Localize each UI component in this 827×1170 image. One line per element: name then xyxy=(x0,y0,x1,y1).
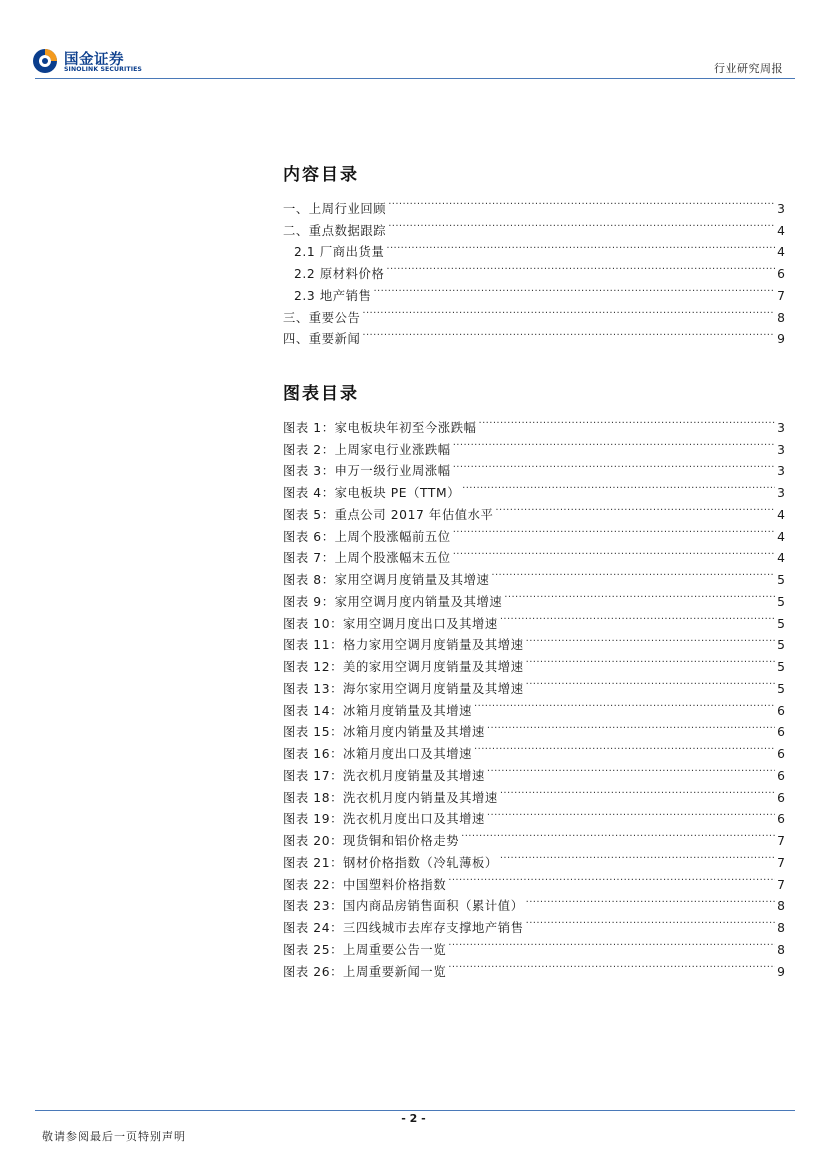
dot-leader xyxy=(388,213,775,235)
figures-title: 图表目录 xyxy=(283,384,359,404)
figure-entry-page: 5 xyxy=(777,573,785,587)
contents-entry-page: 7 xyxy=(777,288,785,303)
figure-entry-label: 图表 22：中国塑料价格指数 xyxy=(283,877,447,892)
footer-divider xyxy=(35,1110,795,1111)
figure-entry[interactable] xyxy=(283,954,785,979)
contents-entry-page: 3 xyxy=(777,201,785,216)
figure-entry-page: 5 xyxy=(777,660,785,674)
disclaimer-text: 敬请参阅最后一页特别声明 xyxy=(42,1130,186,1143)
dot-leader xyxy=(362,322,775,344)
contents-entry[interactable] xyxy=(283,300,785,325)
figure-entry-label: 图表 25：上周重要公告一览 xyxy=(283,942,447,957)
figure-entry-label: 图表 24：三四线城市去库存支撑地产销售 xyxy=(283,921,524,935)
figure-entry-label: 图表 23：国内商品房销售面积（累计值） xyxy=(283,899,524,914)
dot-leader xyxy=(504,584,775,606)
dot-leader xyxy=(453,519,775,541)
dot-leader xyxy=(526,889,776,911)
dot-leader xyxy=(487,715,775,737)
page-number: - 2 - xyxy=(401,1112,426,1125)
dot-leader xyxy=(491,562,775,584)
figure-entry-page: 5 xyxy=(777,594,785,609)
figure-entry-page: 5 xyxy=(777,681,785,696)
dot-leader xyxy=(453,541,775,563)
figure-entry[interactable] xyxy=(283,823,785,848)
contents-entry[interactable] xyxy=(283,191,785,216)
dot-leader xyxy=(453,432,775,454)
figure-entry-page: 7 xyxy=(777,834,785,848)
figure-entry-label: 图表 10：家用空调月度出口及其增速 xyxy=(283,616,498,631)
figure-entry-label: 图表 4：家电板块 PE（TTM） xyxy=(283,486,461,500)
figure-entry-label: 图表 5：重点公司 2017 年估值水平 xyxy=(283,507,494,522)
figure-entry[interactable] xyxy=(283,693,785,718)
figure-entry[interactable] xyxy=(283,475,785,500)
contents-entry[interactable] xyxy=(283,278,785,303)
contents-entry-label: 四、重要新闻 xyxy=(283,332,361,347)
figure-entry-label: 图表 16：冰箱月度出口及其增速 xyxy=(283,747,473,761)
contents-entry[interactable] xyxy=(283,213,785,238)
dot-leader xyxy=(487,802,775,824)
dot-leader xyxy=(386,256,775,278)
contents-title: 内容目录 xyxy=(283,165,359,185)
dot-leader xyxy=(386,235,775,257)
contents-entry[interactable] xyxy=(283,235,785,260)
figure-entry[interactable] xyxy=(283,519,785,544)
figure-entry-label: 图表 6：上周个股涨幅前五位 xyxy=(283,529,451,544)
figure-entry[interactable] xyxy=(283,889,785,914)
figure-entry-page: 6 xyxy=(777,747,785,761)
figure-entry[interactable] xyxy=(283,432,785,457)
figure-entry[interactable] xyxy=(283,715,785,740)
figure-entry[interactable] xyxy=(283,497,785,522)
dot-leader xyxy=(487,758,775,780)
dot-leader xyxy=(388,191,775,213)
figure-entry[interactable] xyxy=(283,736,785,761)
figure-entry-page: 7 xyxy=(777,877,785,892)
figure-entry-page: 3 xyxy=(777,486,785,500)
figure-entry-page: 6 xyxy=(777,725,785,740)
figure-entry[interactable] xyxy=(283,802,785,827)
figure-entry-label: 图表 15：冰箱月度内销量及其增速 xyxy=(283,725,485,740)
contents-entry-page: 4 xyxy=(777,245,785,260)
contents-entry-label: 2.1 厂商出货量 xyxy=(294,245,385,260)
figure-entry-label: 图表 9：家用空调月度内销量及其增速 xyxy=(283,594,503,609)
figure-entry-page: 6 xyxy=(777,812,785,827)
figure-entry-label: 图表 20：现货铜和铝价格走势 xyxy=(283,834,460,848)
figure-entry-page: 6 xyxy=(777,768,785,783)
figure-entry-page: 8 xyxy=(777,899,785,914)
figure-entry-label: 图表 18：洗衣机月度内销量及其增速 xyxy=(283,790,498,805)
figure-entry-label: 图表 26：上周重要新闻一览 xyxy=(283,964,447,979)
page-header xyxy=(0,0,827,80)
dot-leader xyxy=(448,954,775,976)
dot-leader xyxy=(500,780,775,802)
dot-leader xyxy=(526,628,776,650)
dot-leader xyxy=(479,410,776,432)
figure-entry-page: 4 xyxy=(777,551,785,566)
dot-leader xyxy=(526,910,776,932)
dot-leader xyxy=(474,693,775,715)
dot-leader xyxy=(526,671,776,693)
contents-list xyxy=(283,191,785,347)
figure-entry-page: 8 xyxy=(777,921,785,935)
dot-leader xyxy=(495,497,775,519)
figure-entry[interactable] xyxy=(283,867,785,892)
contents-entry[interactable] xyxy=(283,256,785,281)
contents-entry-page: 4 xyxy=(777,223,785,238)
figure-entry[interactable] xyxy=(283,910,785,935)
figure-entry-page: 4 xyxy=(777,529,785,544)
figure-entry-label: 图表 14：冰箱月度销量及其增速 xyxy=(283,703,473,718)
company-logo xyxy=(30,46,152,78)
figure-entry-label: 图表 19：洗衣机月度出口及其增速 xyxy=(283,812,485,827)
figure-entry-label: 图表 8：家用空调月度销量及其增速 xyxy=(283,573,490,587)
dot-leader xyxy=(462,475,775,497)
figure-entry-page: 6 xyxy=(777,790,785,805)
figure-entry-page: 6 xyxy=(777,703,785,718)
figures-list xyxy=(283,410,785,979)
dot-leader xyxy=(500,845,775,867)
figure-entry-page: 3 xyxy=(777,420,785,435)
figure-entry-label: 图表 3：申万一级行业周涨幅 xyxy=(283,464,451,479)
dot-leader xyxy=(500,606,775,628)
figure-entry-page: 4 xyxy=(777,507,785,522)
logo-chinese-name: 国金证券 xyxy=(64,52,124,68)
figure-entry-page: 5 xyxy=(777,638,785,653)
dot-leader xyxy=(526,649,776,671)
figure-entry[interactable] xyxy=(283,671,785,696)
figure-entry[interactable] xyxy=(283,541,785,566)
figure-entry[interactable] xyxy=(283,606,785,631)
figure-entry-page: 3 xyxy=(777,464,785,479)
dot-leader xyxy=(373,278,775,300)
figure-entry-label: 图表 2：上周家电行业涨跌幅 xyxy=(283,442,451,457)
contents-entry-page: 6 xyxy=(777,267,785,281)
figure-entry[interactable] xyxy=(283,628,785,653)
dot-leader xyxy=(474,736,775,758)
figure-entry[interactable] xyxy=(283,845,785,870)
figure-entry-page: 7 xyxy=(777,855,785,870)
dot-leader xyxy=(448,932,775,954)
contents-entry-label: 三、重要公告 xyxy=(283,310,361,325)
dot-leader xyxy=(448,867,775,889)
dot-leader xyxy=(362,300,775,322)
header-divider xyxy=(35,78,795,79)
figure-entry[interactable] xyxy=(283,454,785,479)
contents-entry[interactable] xyxy=(283,322,785,347)
dot-leader xyxy=(461,823,775,845)
figure-entry-page: 5 xyxy=(777,616,785,631)
figure-entry[interactable] xyxy=(283,932,785,957)
figure-entry-label: 图表 21：钢材价格指数（冷轧薄板） xyxy=(283,855,498,870)
contents-entry-page: 8 xyxy=(777,310,785,325)
figure-entry[interactable] xyxy=(283,758,785,783)
figure-entry[interactable] xyxy=(283,649,785,674)
dot-leader xyxy=(453,454,775,476)
figure-entry-label: 图表 11：格力家用空调月度销量及其增速 xyxy=(283,638,524,653)
figure-entry-label: 图表 13：海尔家用空调月度销量及其增速 xyxy=(283,681,524,696)
logo-mark-icon xyxy=(32,48,58,74)
figure-entry-label: 图表 7：上周个股涨幅末五位 xyxy=(283,551,451,566)
figure-entry-label: 图表 12：美的家用空调月度销量及其增速 xyxy=(283,660,524,674)
contents-entry-page: 9 xyxy=(777,332,785,347)
contents-entry-label: 2.2 原材料价格 xyxy=(294,267,385,281)
figure-entry[interactable] xyxy=(283,410,785,435)
report-type-label: 行业研究周报 xyxy=(714,62,783,75)
figure-entry-label: 图表 17：洗衣机月度销量及其增速 xyxy=(283,768,485,783)
contents-entry-label: 一、上周行业回顾 xyxy=(283,201,387,216)
contents-entry-label: 2.3 地产销售 xyxy=(294,288,372,303)
figure-entry-page: 3 xyxy=(777,442,785,457)
figure-entry[interactable] xyxy=(283,584,785,609)
figure-entry[interactable] xyxy=(283,562,785,587)
contents-entry-label: 二、重点数据跟踪 xyxy=(283,223,387,238)
figure-entry-label: 图表 1：家电板块年初至今涨跌幅 xyxy=(283,420,477,435)
figure-entry-page: 8 xyxy=(777,942,785,957)
figure-entry-page: 9 xyxy=(777,964,785,979)
figure-entry[interactable] xyxy=(283,780,785,805)
logo-english-name: SINOLINK SECURITIES xyxy=(64,66,142,73)
